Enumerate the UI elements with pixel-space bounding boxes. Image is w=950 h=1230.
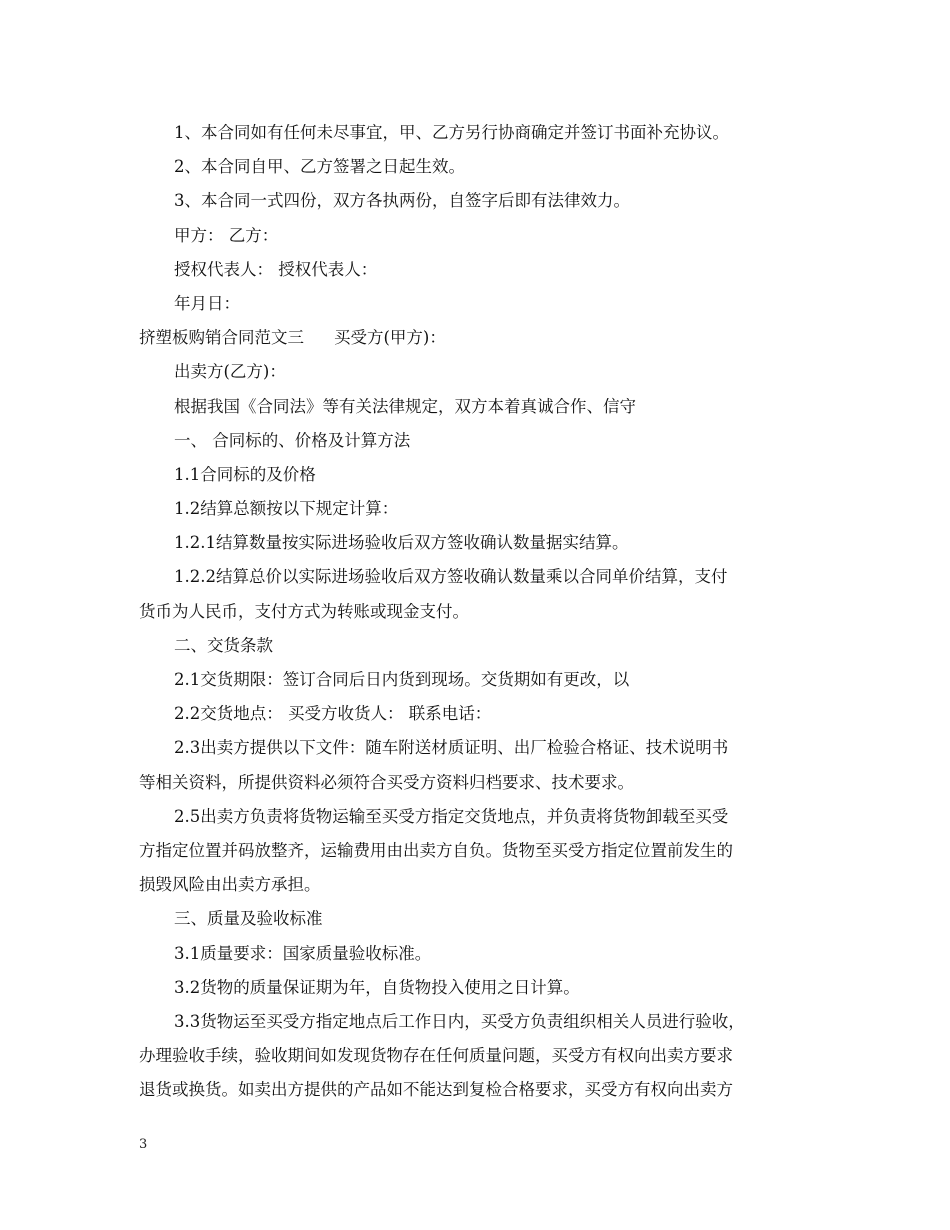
text-line: 出卖方(乙方)：: [174, 362, 286, 382]
text-line: 1.2.2结算总价以实际进场验收后双方签收确认数量乘以合同单价结算，支付: [174, 567, 728, 587]
text-line: 1.2.1结算数量按实际进场验收后双方签收确认数量据实结算。: [174, 533, 629, 553]
text-line: 货币为人民币，支付方式为转账或现金支付。: [139, 601, 469, 621]
text-line: 授权代表人： 授权代表人：: [174, 259, 378, 279]
text-line: 2.5出卖方负责将货物运输至买受方指定交货地点，并负责将货物卸载至买受: [174, 806, 729, 826]
text-line: 3、本合同一式四份，双方各执两份，自签字后即有法律效力。: [174, 191, 630, 211]
text-line: 三、质量及验收标准: [174, 909, 323, 929]
text-line: 3.2货物的质量保证期为年，自货物投入使用之日计算。: [174, 977, 580, 997]
text-line: 2.3出卖方提供以下文件：随车附送材质证明、出厂检验合格证、技术说明书: [174, 738, 729, 758]
text-line: 3.1质量要求：国家质量验收标准。: [174, 943, 432, 963]
text-line: 3.3货物运至买受方指定地点后工作日内，买受方负责组织相关人员进行验收，: [174, 1011, 745, 1031]
text-line: 1.1合同标的及价格: [174, 464, 316, 484]
section-title-line: [139, 321, 819, 355]
text-line: 2.1交货期限：签订合同后日内货到现场。交货期如有更改，以: [174, 670, 630, 689]
section-title: 挤塑板购销合同范文三: [139, 328, 304, 348]
text-line: 1、本合同如有任何未尽事宜，甲、乙方另行协商确定并签订书面补充协议。: [174, 123, 729, 142]
text-line: 1.2结算总额按以下规定计算：: [174, 499, 399, 519]
text-line: 甲方： 乙方：: [174, 225, 279, 245]
text-line: 办理验收手续，验收期间如发现货物存在任何质量问题，买受方有权向出卖方要求: [139, 1046, 733, 1066]
document-body: [139, 116, 819, 1107]
text-line: 年月日：: [174, 293, 240, 313]
text-line: 一、 合同标的、价格及计算方法: [174, 430, 411, 450]
text-line: 根据我国《合同法》等有关法律规定，双方本着真诚合作、信守: [174, 396, 636, 416]
text-line: 方指定位置并码放整齐，运输费用由出卖方自负。货物至买受方指定位置前发生的: [139, 840, 733, 860]
text-line: 损毁风险由出卖方承担。: [139, 875, 321, 895]
text-line: 二、交货条款: [174, 635, 273, 655]
buyer-label: 买受方(甲方)：: [334, 328, 446, 348]
page-number: 3: [139, 1137, 148, 1152]
text-line: 退货或换货。如卖出方提供的产品如不能达到复检合格要求，买受方有权向出卖方: [139, 1080, 733, 1100]
text-line: 2、本合同自甲、乙方签署之日起生效。: [174, 157, 465, 177]
text-line: 2.2交货地点： 买受方收货人： 联系电话：: [174, 704, 492, 724]
text-line: 等相关资料，所提供资料必须符合买受方资料归档要求、技术要求。: [139, 772, 634, 792]
